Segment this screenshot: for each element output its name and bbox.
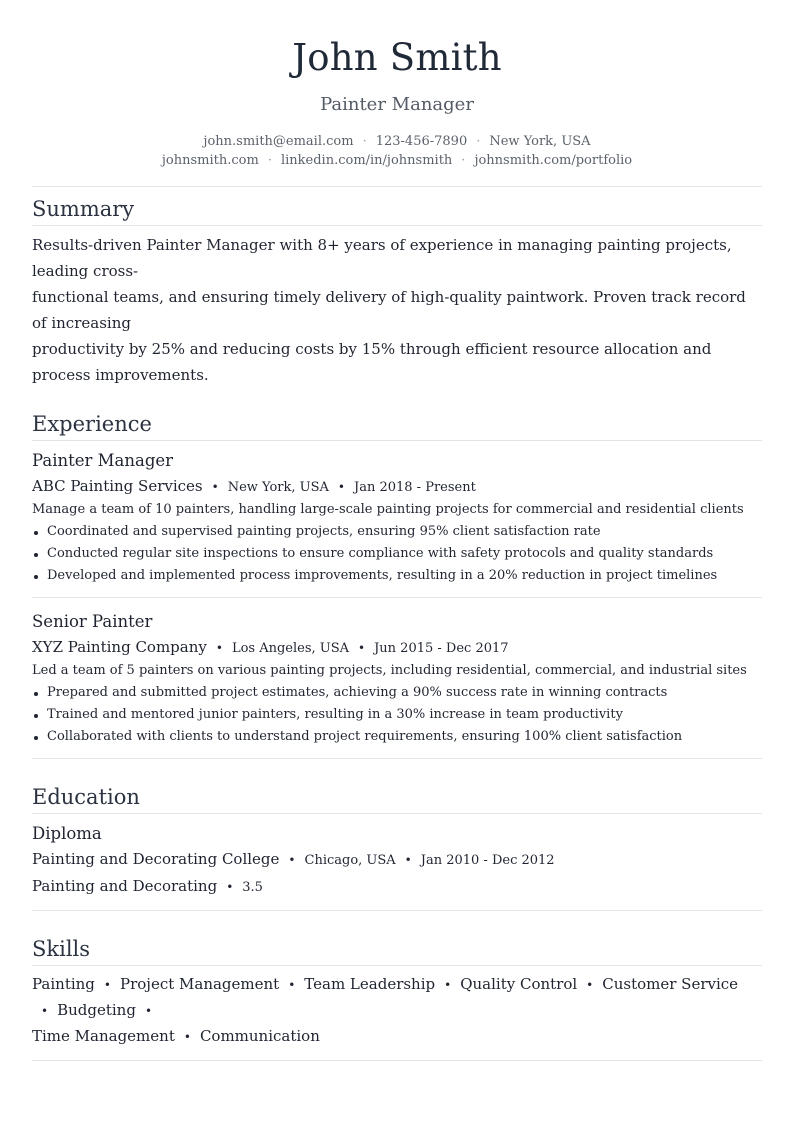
- job-company: ABC Painting Services: [32, 477, 203, 495]
- skill-bullet: •: [103, 978, 111, 992]
- section-divider: [32, 910, 762, 911]
- education-dates: Jan 2010 - Dec 2012: [420, 853, 555, 868]
- achievement-item: Trained and mentored junior painters, resulting in a 30% increase in team productivity: [32, 704, 762, 726]
- job-achievements: [32, 682, 762, 748]
- skills-line: [32, 972, 762, 1024]
- job-description: Led a team of 5 painters on various painting projects, including residential, commercial, and industrial sites: [32, 663, 747, 678]
- contact-website[interactable]: johnsmith.com: [161, 153, 259, 168]
- education-gpa: 3.5: [242, 880, 263, 895]
- job-title: Painter Manager: [32, 451, 174, 470]
- meta-bullet: •: [358, 641, 366, 655]
- job-entry: [32, 441, 762, 587]
- contact-linkedin[interactable]: linkedin.com/in/johnsmith: [280, 153, 453, 168]
- meta-bullet: •: [211, 480, 219, 494]
- skill-item: Quality Control: [460, 975, 578, 993]
- skill-bullet: •: [183, 1030, 191, 1044]
- contact-phone[interactable]: 123-456-7890: [375, 134, 468, 149]
- skills-header: [32, 927, 762, 965]
- education-field: Painting and Decorating: [32, 877, 218, 895]
- job-dates: Jan 2018 - Present: [354, 480, 476, 495]
- contact-portfolio[interactable]: johnsmith.com/portfolio: [474, 153, 633, 168]
- summary-title: Summary: [32, 197, 135, 221]
- education-entry: [32, 814, 762, 899]
- job-achievements: [32, 521, 762, 587]
- contact-separator: ·: [461, 153, 466, 168]
- contact-email[interactable]: john.smith@email.com: [203, 134, 354, 149]
- skill-item: Team Leadership: [304, 975, 436, 993]
- meta-bullet: •: [337, 480, 345, 494]
- contact-line-2: [32, 151, 762, 170]
- skill-bullet: •: [288, 978, 296, 992]
- contact-separator: ·: [476, 134, 481, 149]
- achievement-item: Developed and implemented process improvements, resulting in a 20% reduction in project timelines: [32, 565, 762, 587]
- skill-item: Customer Service: [602, 975, 739, 993]
- job-entry: [32, 598, 762, 748]
- section-divider: [32, 758, 762, 759]
- skills-title: Skills: [32, 937, 91, 961]
- job-title: Senior Painter: [32, 612, 153, 631]
- skills-line: [32, 1024, 762, 1050]
- section-divider: [32, 1060, 762, 1061]
- meta-bullet: •: [215, 641, 223, 655]
- skill-item: Time Management: [32, 1027, 175, 1045]
- candidate-headline: Painter Manager: [320, 94, 474, 115]
- contact-info: [32, 132, 762, 170]
- contact-separator: ·: [362, 134, 367, 149]
- summary-line: functional teams, and ensuring timely delivery of high-quality paintwork. Proven track record of increasing: [32, 288, 746, 332]
- section-divider: [32, 225, 762, 226]
- education-location: Chicago, USA: [304, 853, 396, 868]
- skill-bullet: •: [586, 978, 594, 992]
- job-location: Los Angeles, USA: [231, 641, 350, 656]
- skills-list: [32, 966, 762, 1050]
- experience-title: Experience: [32, 412, 152, 436]
- contact-separator: ·: [267, 153, 272, 168]
- contact-line-1: [32, 132, 762, 151]
- education-field-line: [32, 875, 762, 899]
- meta-bullet: •: [288, 853, 296, 867]
- skill-bullet: •: [144, 1004, 153, 1018]
- skill-item: Budgeting: [57, 1001, 136, 1019]
- resume-header: [32, 0, 762, 170]
- achievement-item: Prepared and submitted project estimates, achieving a 90% success rate in winning contracts: [32, 682, 762, 704]
- summary-line: Results-driven Painter Manager with 8+ years of experience in managing painting projects, leading cross-: [32, 236, 732, 280]
- skill-item: Project Management: [120, 975, 280, 993]
- summary-line: productivity by 25% and reducing costs by 15% through efficient resource allocation and process improvements.: [32, 340, 712, 384]
- job-meta: [32, 475, 762, 499]
- skill-bullet: •: [41, 1004, 49, 1018]
- skill-item: Communication: [199, 1027, 320, 1045]
- job-company: XYZ Painting Company: [32, 638, 207, 656]
- achievement-item: Collaborated with clients to understand project requirements, ensuring 100% client satisfaction: [32, 726, 762, 748]
- candidate-name: John Smith: [292, 36, 502, 79]
- skill-bullet: •: [444, 978, 452, 992]
- summary-text: [32, 232, 762, 388]
- job-dates: Jun 2015 - Dec 2017: [374, 641, 509, 656]
- education-school: Painting and Decorating College: [32, 850, 280, 868]
- summary-header: [32, 187, 762, 225]
- contact-location: New York, USA: [489, 134, 591, 149]
- meta-bullet: •: [404, 853, 412, 867]
- job-meta: [32, 636, 762, 660]
- meta-bullet: •: [226, 880, 234, 894]
- achievement-item: Coordinated and supervised painting projects, ensuring 95% client satisfaction rate: [32, 521, 762, 543]
- job-location: New York, USA: [227, 480, 329, 495]
- job-description: Manage a team of 10 painters, handling large-scale painting projects for commercial and residential clients: [32, 502, 744, 517]
- achievement-item: Conducted regular site inspections to ensure compliance with safety protocols and quality standards: [32, 543, 762, 565]
- education-header: [32, 775, 762, 813]
- education-title: Education: [32, 785, 140, 809]
- skill-item: Painting: [32, 975, 95, 993]
- education-meta: [32, 848, 762, 872]
- experience-header: [32, 402, 762, 440]
- education-degree: Diploma: [32, 824, 102, 843]
